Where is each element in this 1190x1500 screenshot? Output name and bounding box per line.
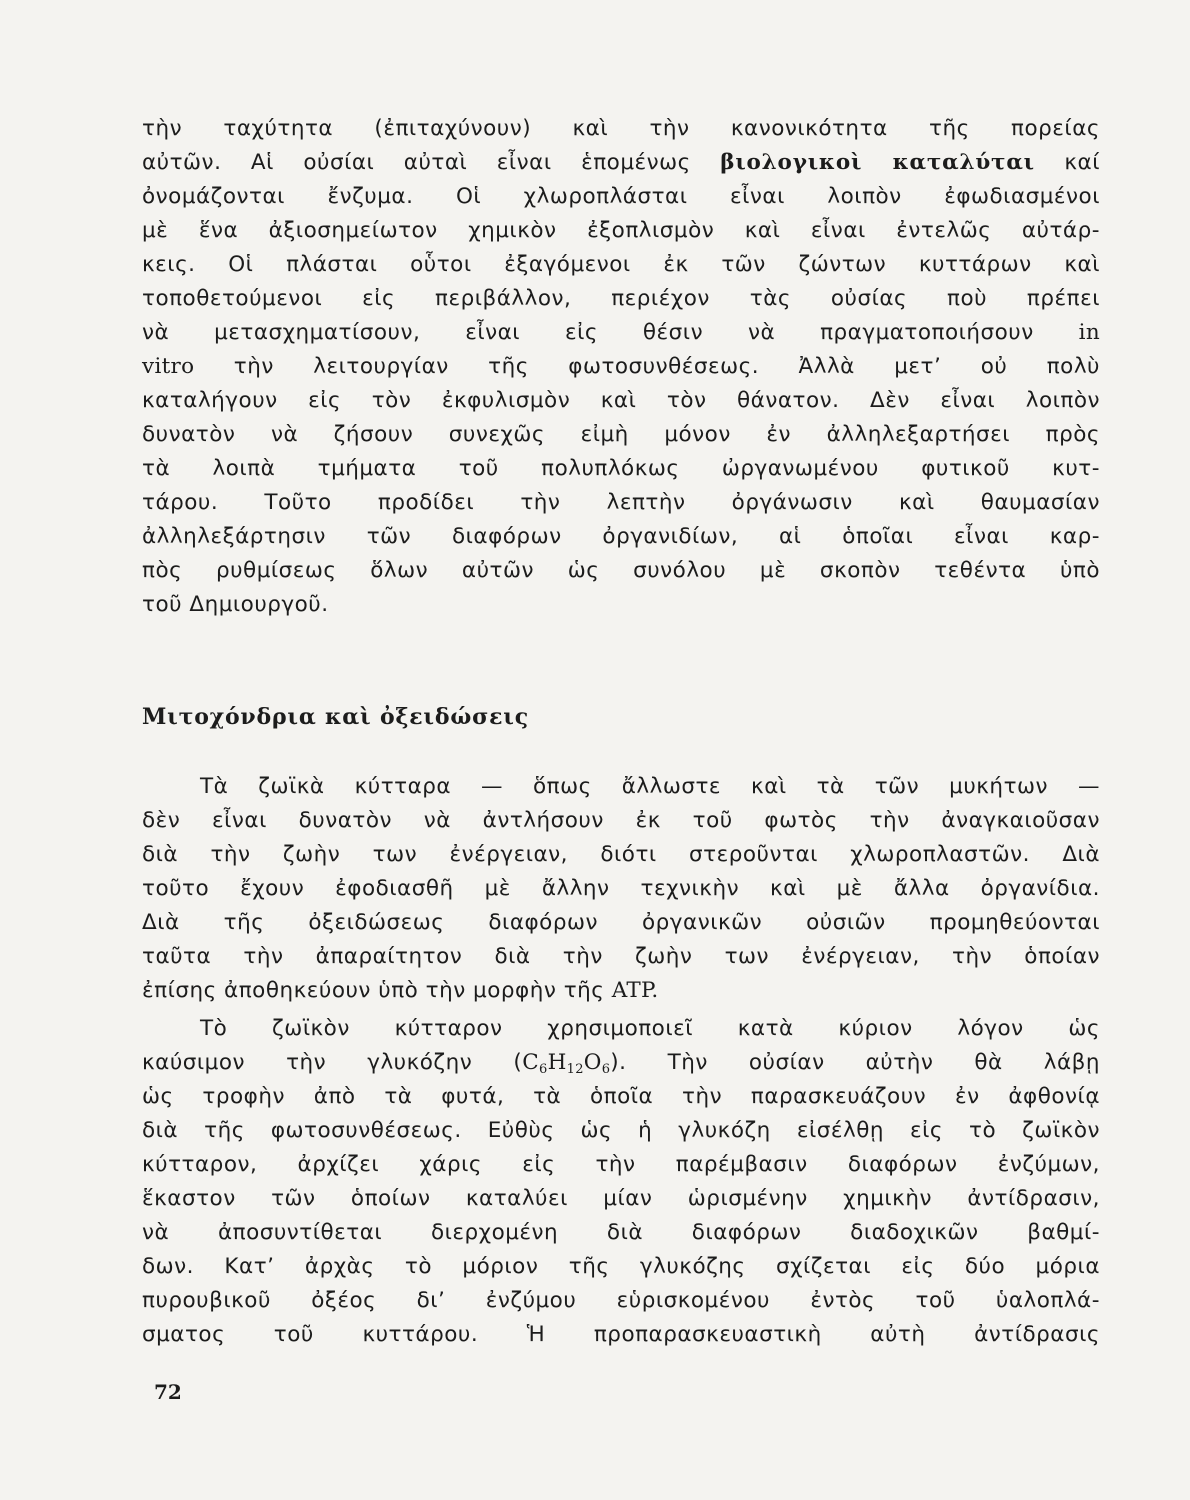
text-line: κύτταρον, ἀρχίζει χάρις εἰς τὴν παρέμβασιν διαφόρων ἐνζύμων, xyxy=(142,1152,1100,1177)
text-run: καί xyxy=(1064,150,1100,175)
text-line: Τὸ ζωϊκὸν κύτταρον χρησιμοποιεῖ κατὰ κύριον λόγον ὡς xyxy=(200,1016,1100,1041)
text-line: διὰ τὴν ζωὴν των ἐνέργειαν, διότι στεροῦνται χλωροπλαστῶν. Διὰ xyxy=(142,842,1100,867)
emphasized-term: βιολογικοὶ καταλύται xyxy=(720,150,1035,175)
text-line: ὡς τροφὴν ἀπὸ τὰ φυτά, τὰ ὁποῖα τὴν παρασκευάζουν ἐν ἀφθονίᾳ xyxy=(142,1084,1100,1109)
text-line: ὀνομάζονται ἔνζυμα. Οἱ χλωροπλάσται εἶναι λοιπὸν ἐφωδιασμένοι xyxy=(142,184,1100,209)
text-line: τοῦ Δημιουργοῦ. xyxy=(142,592,329,617)
formula-subscript: 6 xyxy=(538,1062,548,1077)
text-line: δων. Κατ’ ἀρχὰς τὸ μόριον τῆς γλυκόζης σχίζεται εἰς δύο μόρια xyxy=(142,1254,1100,1279)
text-line: πυρουβικοῦ ὀξέος δι’ ἐνζύμου εὑρισκομένου ἐντὸς τοῦ ὑαλοπλά- xyxy=(142,1288,1100,1313)
text-line: ἕκαστον τῶν ὁποίων καταλύει μίαν ὡρισμένην χημικὴν ἀντίδρασιν, xyxy=(142,1186,1100,1211)
text-line: διὰ τῆς φωτοσυνθέσεως. Εὐθὺς ὡς ἡ γλυκόζη εἰσέλθῃ εἰς τὸ ζωϊκὸν xyxy=(142,1118,1100,1143)
text-line: πὸς ρυθμίσεως ὅλων αὐτῶν ὡς συνόλου μὲ σκοπὸν τεθέντα ὑπὸ xyxy=(142,558,1100,583)
text-line: τοποθετούμενοι εἰς περιβάλλον, περιέχον τὰς οὐσίας ποὺ πρέπει xyxy=(142,286,1100,311)
text-line: δυνατὸν νὰ ζήσουν συνεχῶς εἰμὴ μόνον ἐν ἀλληλεξαρτήσει πρὸς xyxy=(142,422,1100,447)
formula-element: H xyxy=(547,1050,567,1075)
text-line: δὲν εἶναι δυνατὸν νὰ ἀντλήσουν ἐκ τοῦ φωτὸς τὴν ἀναγκαιοῦσαν xyxy=(142,808,1100,833)
latin-term: ATP. xyxy=(611,978,659,1003)
latin-term: vitro xyxy=(142,354,195,379)
text-line: μὲ ἕνα ἀξιοσημείωτον χημικὸν ἐξοπλισμὸν καὶ εἶναι ἐντελῶς αὐτάρ- xyxy=(142,218,1100,243)
latin-term: in xyxy=(1078,320,1100,345)
text-run: αὐτῶν. Αἱ οὐσίαι αὐταὶ εἶναι ἑπομένως xyxy=(142,150,691,175)
text-run: ). Τὴν οὐσίαν αὐτὴν θὰ λάβῃ xyxy=(610,1050,1101,1075)
text-line xyxy=(142,350,1100,384)
glucose-formula xyxy=(522,1050,610,1075)
text-run: νὰ μετασχηματίσουν, εἶναι εἰς θέσιν νὰ πραγματοποιήσουν xyxy=(142,320,1034,345)
formula-element: O xyxy=(583,1050,602,1075)
text-line: νὰ ἀποσυντίθεται διερχομένη διὰ διαφόρων διαδοχικῶν βαθμί- xyxy=(142,1220,1100,1245)
text-line: ἀλληλεξάρτησιν τῶν διαφόρων ὀργανιδίων, αἱ ὁποῖαι εἶναι καρ- xyxy=(142,524,1100,549)
text-line xyxy=(142,974,1100,1008)
text-line: Διὰ τῆς ὀξειδώσεως διαφόρων ὀργανικῶν οὐσιῶν προμηθεύονται xyxy=(142,910,1100,935)
page-number: 72 xyxy=(154,1380,182,1404)
text-run: τὴν λειτουργίαν τῆς φωτοσυνθέσεως. Ἀλλὰ μετ’ οὐ πολὺ xyxy=(233,354,1100,379)
text-line xyxy=(142,1046,1100,1080)
formula-subscript: 12 xyxy=(566,1062,584,1077)
text-line: τὴν ταχύτητα (ἐπιταχύνουν) καὶ τὴν κανονικότητα τῆς πορείας xyxy=(142,116,1100,141)
text-run: ἐπίσης ἀποθηκεύουν ὑπὸ τὴν μορφὴν τῆς xyxy=(142,978,605,1003)
text-line: ταῦτα τὴν ἀπαραίτητον διὰ τὴν ζωὴν των ἐνέργειαν, τὴν ὁποίαν xyxy=(142,944,1100,969)
text-run: καύσιμον τὴν γλυκόζην ( xyxy=(142,1050,523,1075)
text-line: τάρου. Τοῦτο προδίδει τὴν λεπτὴν ὀργάνωσιν καὶ θαυμασίαν xyxy=(142,490,1100,515)
formula-subscript: 6 xyxy=(601,1062,611,1077)
text-line: καταλήγουν εἰς τὸν ἐκφυλισμὸν καὶ τὸν θάνατον. Δὲν εἶναι λοιπὸν xyxy=(142,388,1100,413)
text-line: σματος τοῦ κυττάρου. Ἡ προπαρασκευαστικὴ αὐτὴ ἀντίδρασις xyxy=(142,1322,1100,1347)
formula-element: C xyxy=(522,1050,539,1075)
text-line: κεις. Οἱ πλάσται οὗτοι ἐξαγόμενοι ἐκ τῶν ζώντων κυττάρων καὶ xyxy=(142,252,1100,277)
text-line: τοῦτο ἔχουν ἐφοδιασθῆ μὲ ἄλλην τεχνικὴν καὶ μὲ ἄλλα ὀργανίδια. xyxy=(142,876,1100,901)
text-line xyxy=(142,316,1100,350)
text-line: Τὰ ζωϊκὰ κύτταρα — ὅπως ἄλλωστε καὶ τὰ τῶν μυκήτων — xyxy=(200,774,1100,799)
text-line: τὰ λοιπὰ τμήματα τοῦ πολυπλόκως ὠργανωμένου φυτικοῦ κυτ- xyxy=(142,456,1100,481)
text-line xyxy=(142,146,1100,180)
section-heading: Μιτοχόνδρια καὶ ὀξειδώσεις xyxy=(142,704,529,730)
